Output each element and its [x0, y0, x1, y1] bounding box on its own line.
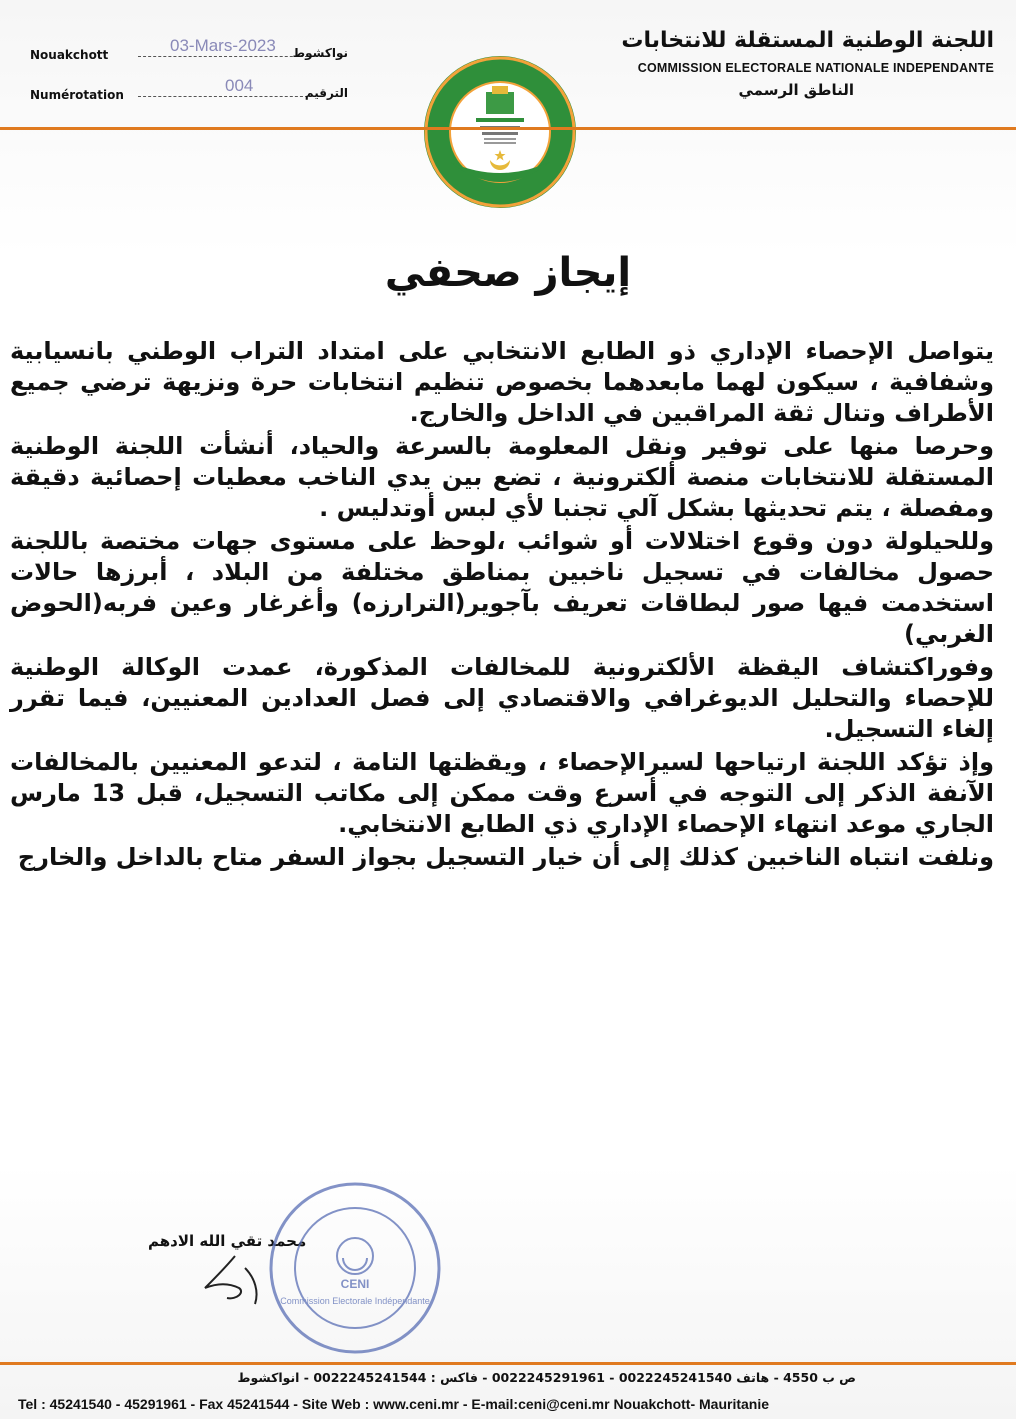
city-label-ar: نواكشوط [292, 46, 348, 60]
ceni-logo [420, 52, 580, 212]
city-label: Nouakchott [30, 48, 109, 62]
paragraph: وفوراكتشاف اليقظة الألكترونية للمخالفات المذكورة، عمدت الوكالة الوطنية للإحصاء والتحليل الديوغرافي والاقتصادي إلى فصل العدادين المعنيين، فيما تقرر إلغاء التسجيل. [10, 653, 994, 743]
paragraph: وللحيلولة دون وقوع اختلالات أو شوائب ،لوحظ على مستوى جهات مختصة باللجنة حصول مخالفات في تسجيل ناخبين بمناطق مختلفة من البلاد ، أبرزها حالات استخدمت فيها صور لبطاقات تعريف بآجوير(الترارزه) وأغرغار وعين فربه(الحوض الغربي) [10, 527, 994, 648]
press-brief-body [10, 336, 994, 875]
signatory-name: محمد تقي الله الادهم [148, 1232, 307, 1250]
date-row [30, 36, 360, 80]
footer-contact-fr: Tel : 45241540 - 45291961 - Fax 45241544 - Site Web : www.ceni.mr - E-mail:ceni@ceni.mr Nouakchott- Mauritanie [18, 1396, 770, 1412]
org-name-fr: COMMISSION ELECTORALE NATIONALE INDEPENDANTE [637, 61, 994, 75]
paragraph: وإذ تؤكد اللجنة ارتياحها لسيرالإحصاء ، ويقظتها التامة ، لتدعو المعنيين بالمخالفات الآنفة الذكر إلى التوجه في أسرع وقت ممكن إلى مكاتب التسجيل، قبل 13 مارس الجاري موعد انتهاء الإحصاء الإداري ذي الطابع الانتخابي. [10, 748, 995, 838]
reference-block [30, 36, 360, 120]
official-stamp [265, 1178, 445, 1358]
number-label-ar: الترقيم [304, 86, 348, 100]
date-dotted-line [138, 56, 308, 57]
footer-divider [0, 1362, 1016, 1365]
svg-text:Commission Electorale Indépend: Commission Electorale Indépendante [280, 1296, 430, 1306]
paragraph: يتواصل الإحصاء الإداري ذو الطابع الانتخابي على امتداد التراب الوطني بانسيابية وشفافية ، سيكون لهما مابعدهما بخصوص تنظيم انتخابات حرة ونزيهة ترضي جميع الأطراف وتنال ثقة المراقبين في الداخل والخارج. [10, 337, 994, 427]
number-value: 004 [225, 76, 254, 95]
document-title: إيجاز صحفي [384, 250, 632, 296]
number-row [30, 76, 360, 120]
svg-text:CENI: CENI [340, 1277, 370, 1291]
number-label: Numérotation [30, 88, 124, 102]
paragraph: ونلفت انتباه الناخبين كذلك إلى أن خيار التسجيل بجواز السفر متاح بالداخل والخارج [17, 843, 994, 871]
date-value: 03-Mars-2023 [170, 36, 276, 55]
spokesperson-label: الناطق الرسمي [738, 81, 854, 99]
number-dotted-line [138, 96, 308, 97]
paragraph: وحرصا منها على توفير ونقل المعلومة بالسرعة والحياد، أنشأت اللجنة الوطنية المستقلة للانتخابات منصة ألكترونية ، تضع بين يدي الناخب معطيات إحصائية دقيقة ومفصلة ، يتم تحديثها بشكل آلي تجنبا لأي لبس أوتدليس . [10, 432, 994, 522]
header-divider [0, 127, 1016, 130]
footer-contact-ar: ص ب 4550 - هاتف 0022245241540 - 0022245291961 - فاكس : 0022245241544 - انواكشوط [237, 1370, 856, 1385]
org-name-ar: اللجنة الوطنية المستقلة للانتخابات [621, 28, 994, 53]
organization-header [574, 28, 994, 99]
